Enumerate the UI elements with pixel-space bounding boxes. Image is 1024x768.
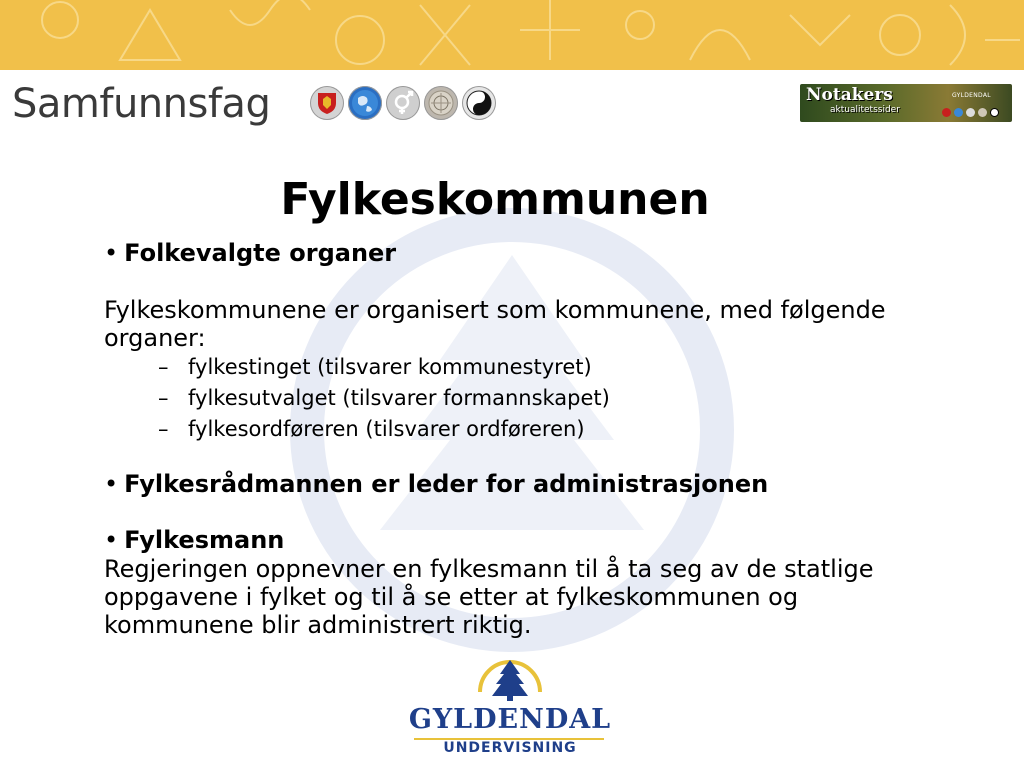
notakers-subtitle: aktualitetssider [830, 105, 900, 115]
slide-content [104, 238, 934, 639]
bullet-marker: • [104, 470, 119, 498]
tree-logo-icon [404, 654, 616, 704]
section-heading-text: Fylkesmann [124, 526, 285, 554]
logo-wordmark: GYLDENDAL [408, 704, 612, 735]
section-text-folkevalgte: Fylkeskommunene er organisert som kommunene, med følgende organer: [104, 296, 886, 352]
bullet-marker: • [104, 526, 119, 554]
section-heading-fylkesmann [104, 525, 934, 555]
section-text-fylkesmann: Regjeringen oppnevner en fylkesmann til å ta seg av de statlige oppgavene i fylket og til å se etter at fylkeskommunen og kommunene blir administrert riktig. [104, 555, 874, 639]
section-heading-text: Folkevalgte organer [124, 239, 397, 267]
section-heading-fylkesradmannen [104, 469, 934, 499]
slide-title: Fylkeskommunen [280, 174, 710, 225]
list-item: – fylkesordføreren (tilsvarer ordføreren) [158, 414, 934, 445]
logo-subtitle: UNDERVISNING [443, 740, 577, 756]
list-item: – fylkestinget (tilsvarer kommunestyret) [158, 352, 934, 383]
brand-title: Samfunnsfag [12, 81, 271, 127]
section-heading-text: Fylkesrådmannen er leder for administrasjonen [124, 470, 769, 498]
notakers-publisher: GYLDENDAL [952, 92, 991, 99]
notakers-title: Notakers [806, 85, 893, 105]
list-item: – fylkesutvalget (tilsvarer formannskapet) [158, 383, 934, 414]
organ-list [104, 352, 934, 445]
section-heading-folkevalgte [104, 238, 934, 268]
gyldendal-logo [404, 654, 616, 764]
bullet-marker: • [104, 239, 119, 267]
